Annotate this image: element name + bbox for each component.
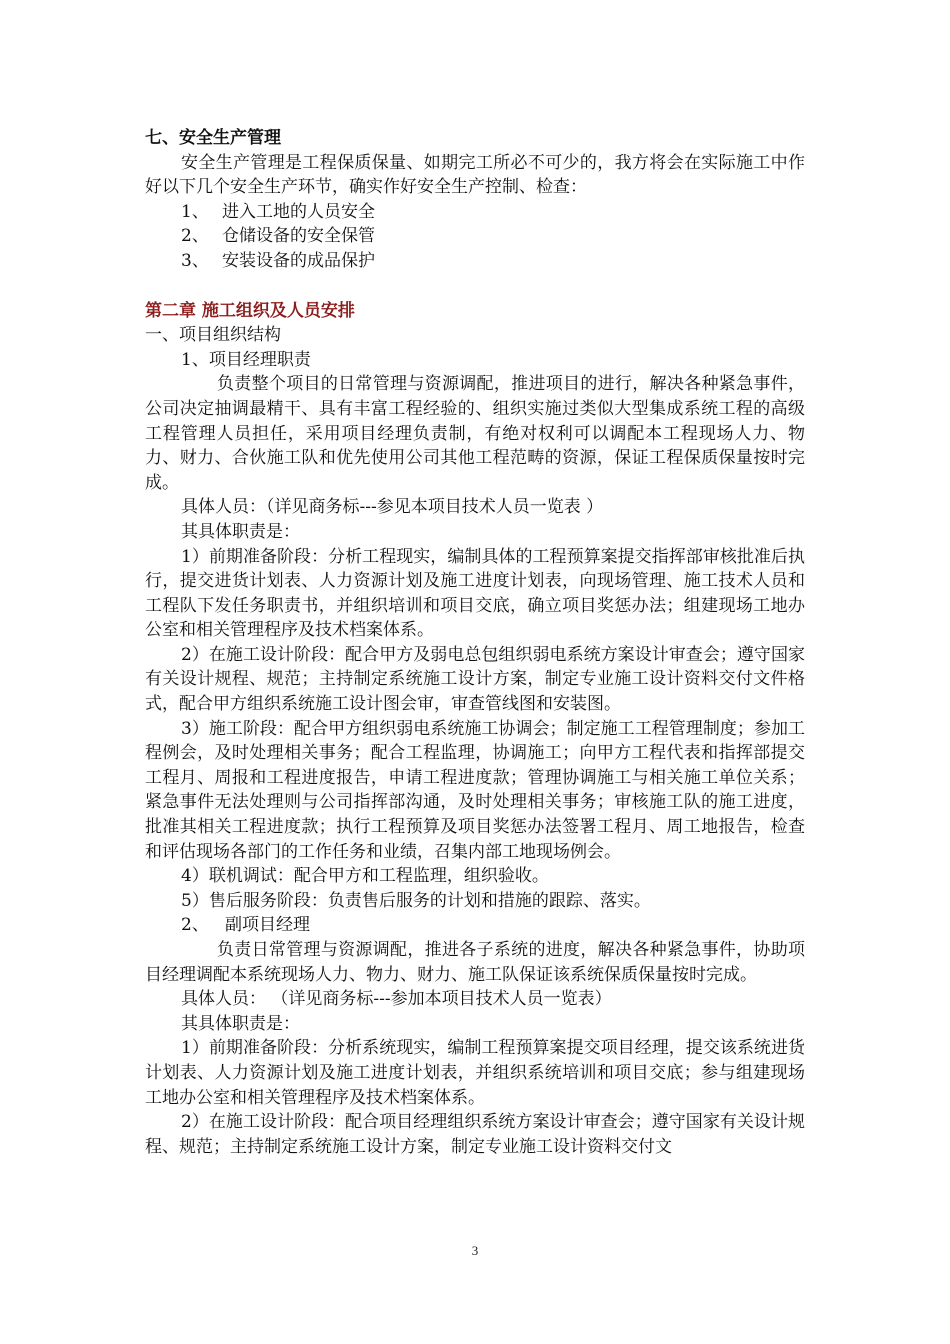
- pm-description: 负责整个项目的日常管理与资源调配，推进项目的进行，解决各种紧急事件，公司决定抽调最精干、具有丰富工程经验的、组织实施过类似大型集成系统工程的高级工程管理人员担任，采用项目经理负责制，有绝对权利可以调配本工程现场人力、物力、财力、合伙施工队和优先使用公司其他工程范畴的资源，保证工程保质保量按时完成。: [145, 374, 805, 493]
- duty-paragraph: 1）前期准备阶段：分析系统现实，编制工程预算案提交项目经理，提交该系统进货计划表、人力资源计划及施工进度计划表，并组织系统培训和项目交底；参与组建现场工地办公室和相关管理程序及技术档案体系。: [145, 1038, 805, 1108]
- pm-duties-label: 其具体职责是：: [181, 521, 300, 542]
- deputy-duties-label: 其具体职责是：: [181, 1013, 300, 1034]
- page-number: 3: [471, 1243, 479, 1258]
- deputy-staff: 具体人员： （详见商务标---参加本项目技术人员一览表）: [181, 989, 612, 1010]
- duty-paragraph: 2）在施工设计阶段：配合甲方及弱电总包组织弱电系统方案设计审查会；遵守国家有关设计规程、规范；主持制定系统施工设计方案，制定专业施工设计资料交付文件格式，配合甲方组织系统施工设计图会审，审查管线图和安装图。: [145, 644, 805, 715]
- list-item: 3、 安装设备的成品保护: [181, 250, 375, 271]
- duty-paragraph: 3）施工阶段：配合甲方组织弱电系统施工协调会；制定施工工程管理制度；参加工程例会，及时处理相关事务；配合工程监理，协调施工；向甲方工程代表和指挥部提交工程月、周报和工程进度报告，申请工程进度款；管理协调施工与相关施工单位关系；紧急事件无法处理则与公司指挥部沟通，及时处理相关事务；审核施工队的施工进度，批准其相关工程进度款；执行工程预算及项目奖惩办法签署工程月、周工地报告，检查和评估现场各部门的工作任务和业绩，召集内部工地现场例会。: [145, 718, 805, 862]
- subsection-heading: 一、项目组织结构: [145, 325, 281, 346]
- list-item: 1、 进入工地的人员安全: [181, 201, 375, 222]
- pm-heading: 1、项目经理职责: [181, 349, 311, 370]
- chapter-title: 第二章 施工组织及人员安排: [145, 300, 355, 321]
- duty-paragraph: 5）售后服务阶段：负责售后服务的计划和措施的跟踪、落实。: [181, 890, 651, 911]
- duty-paragraph: 1）前期准备阶段：分析工程现实，编制具体的工程预算案提交指挥部审核批准后执行，提交进货计划表、人力资源计划及施工进度计划表，向现场管理、施工技术人员和工程队下发任务职责书，并组织培训和项目交底，确立项目奖惩办法；组建现场工地办公室和相关管理程序及技术档案体系。: [145, 546, 805, 641]
- section-title: 七、安全生产管理: [145, 128, 281, 148]
- list-item: 2、 仓储设备的安全保管: [181, 226, 375, 247]
- duty-paragraph: 2）在施工设计阶段：配合项目经理组织系统方案设计审查会；遵守国家有关设计规程、规范；主持制定系统施工设计方案，制定专业施工设计资料交付文: [145, 1112, 805, 1157]
- deputy-heading: 2、 副项目经理: [181, 915, 310, 936]
- section-intro: 安全生产管理是工程保质保量、如期完工所必不可少的，我方将会在实际施工中作好以下几个安全生产环节，确实作好安全生产控制、检查：: [145, 152, 805, 198]
- page-content: [145, 126, 805, 1159]
- pm-staff: 具体人员：（详见商务标---参见本项目技术人员一览表 ）: [181, 497, 604, 518]
- deputy-description: 负责日常管理与资源调配，推进各子系统的进度，解决各种紧急事件，协助项目经理调配本系统现场人力、物力、财力、施工队保证该系统保质保量按时完成。: [145, 940, 805, 985]
- duty-paragraph: 4）联机调试：配合甲方和工程监理，组织验收。: [181, 866, 549, 887]
